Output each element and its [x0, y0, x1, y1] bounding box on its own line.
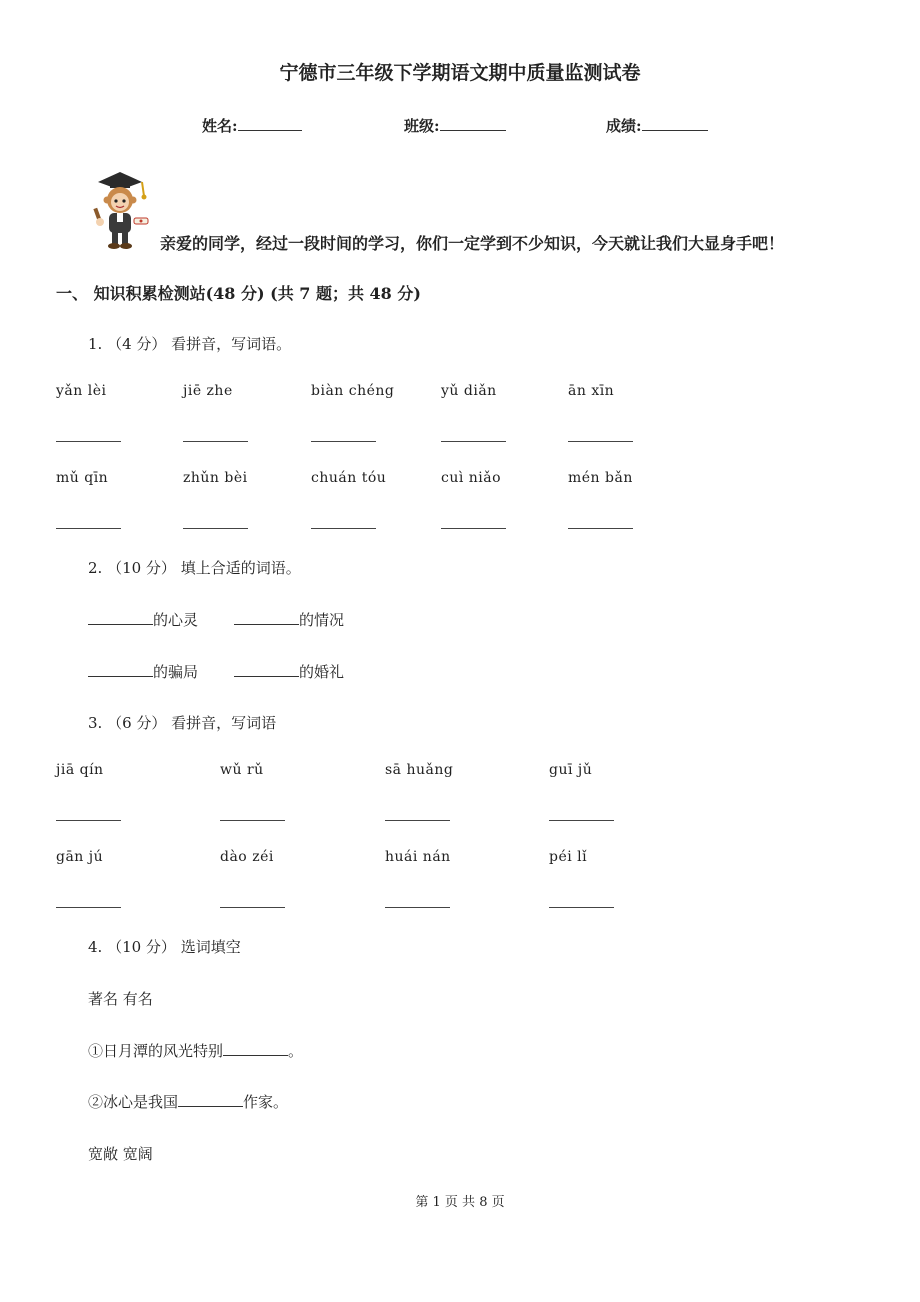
answer-blank[interactable]	[56, 907, 121, 908]
answer-blank[interactable]	[568, 528, 633, 529]
q4-word-choices: 著名 有名	[88, 990, 153, 1008]
name-field[interactable]	[202, 115, 302, 136]
answer-blank[interactable]	[88, 610, 153, 625]
answer-blank[interactable]	[311, 528, 376, 529]
q4-word-choices-2: 宽敞 宽阔	[88, 1145, 153, 1163]
q2-item	[234, 609, 344, 630]
q1-pinyin: jiē zhe	[183, 383, 233, 399]
class-blank[interactable]	[440, 116, 506, 131]
q3-pinyin: jiā qín	[56, 762, 104, 778]
q2-item	[88, 661, 198, 682]
q4-s2-text: ②冰心是我国	[88, 1093, 179, 1111]
q1-pinyin: mǔ qīn	[56, 470, 109, 486]
answer-blank[interactable]	[56, 528, 121, 529]
q4-s2-end: 作家。	[243, 1093, 289, 1111]
q1-pinyin: yǔ diǎn	[441, 383, 497, 399]
q4-s1-end: 。	[288, 1042, 304, 1060]
answer-blank[interactable]	[183, 441, 248, 442]
q3-pinyin: péi lǐ	[549, 849, 588, 865]
q3-header: 3. （6 分） 看拼音，写词语	[88, 714, 277, 732]
q1-pinyin: cuì niǎo	[441, 470, 502, 486]
q1-header: 1. （4 分） 看拼音，写词语。	[88, 335, 292, 353]
q1-pinyin: ān xīn	[568, 383, 615, 399]
section-1-heading: 一、 知识积累检测站(48 分) (共 7 题；共 48 分)	[56, 284, 421, 303]
q1-pinyin: chuán tóu	[311, 470, 387, 486]
answer-blank[interactable]	[385, 907, 450, 908]
answer-blank[interactable]	[56, 820, 121, 821]
answer-blank[interactable]	[568, 441, 633, 442]
q1-pinyin: zhǔn bèi	[183, 470, 248, 486]
answer-blank[interactable]	[178, 1092, 243, 1107]
q4-sentence-2	[88, 1091, 288, 1112]
q4-sentence-1	[88, 1040, 303, 1061]
class-field[interactable]	[404, 115, 506, 136]
page-footer: 第 1 页 共 8 页	[415, 1195, 505, 1210]
answer-blank[interactable]	[311, 441, 376, 442]
q4-s1-text: ①日月潭的风光特别	[88, 1042, 224, 1060]
q3-pinyin: guī jǔ	[549, 762, 593, 778]
answer-blank[interactable]	[223, 1041, 288, 1056]
answer-blank[interactable]	[183, 528, 248, 529]
score-blank[interactable]	[642, 116, 708, 131]
answer-blank[interactable]	[441, 441, 506, 442]
q3-pinyin: dào zéi	[220, 849, 274, 865]
score-label: 成绩:	[606, 117, 642, 135]
answer-blank[interactable]	[385, 820, 450, 821]
answer-blank[interactable]	[549, 820, 614, 821]
student-mascot-icon	[88, 168, 152, 250]
page-title: 宁德市三年级下学期语文期中质量监测试卷	[279, 62, 641, 84]
q3-pinyin: gān jú	[56, 849, 104, 865]
q4-header: 4. （10 分） 选词填空	[88, 938, 241, 956]
answer-blank[interactable]	[234, 610, 299, 625]
intro-text: 亲爱的同学，经过一段时间的学习，你们一定学到不少知识，今天就让我们大显身手吧！	[160, 234, 785, 253]
q3-pinyin: wǔ rǔ	[220, 762, 264, 778]
answer-blank[interactable]	[220, 907, 285, 908]
answer-blank[interactable]	[56, 441, 121, 442]
q2-item	[88, 609, 198, 630]
q1-pinyin: mén bǎn	[568, 470, 633, 486]
answer-blank[interactable]	[549, 907, 614, 908]
q1-pinyin: yǎn lèi	[56, 383, 107, 399]
q2-item-text: 的婚礼	[299, 663, 345, 681]
answer-blank[interactable]	[234, 662, 299, 677]
score-field[interactable]	[606, 115, 708, 136]
q2-header: 2. （10 分） 填上合适的词语。	[88, 559, 301, 577]
q2-item-text: 的骗局	[153, 663, 199, 681]
class-label: 班级:	[404, 117, 440, 135]
answer-blank[interactable]	[441, 528, 506, 529]
answer-blank[interactable]	[220, 820, 285, 821]
q3-pinyin: huái nán	[385, 849, 451, 865]
q3-pinyin: sā huǎng	[385, 762, 454, 778]
q2-item-text: 的心灵	[153, 611, 199, 629]
q2-item-text: 的情况	[299, 611, 345, 629]
q2-item	[234, 661, 344, 682]
answer-blank[interactable]	[88, 662, 153, 677]
name-blank[interactable]	[238, 116, 302, 131]
name-label: 姓名:	[202, 117, 238, 135]
q1-pinyin: biàn chéng	[311, 383, 395, 399]
